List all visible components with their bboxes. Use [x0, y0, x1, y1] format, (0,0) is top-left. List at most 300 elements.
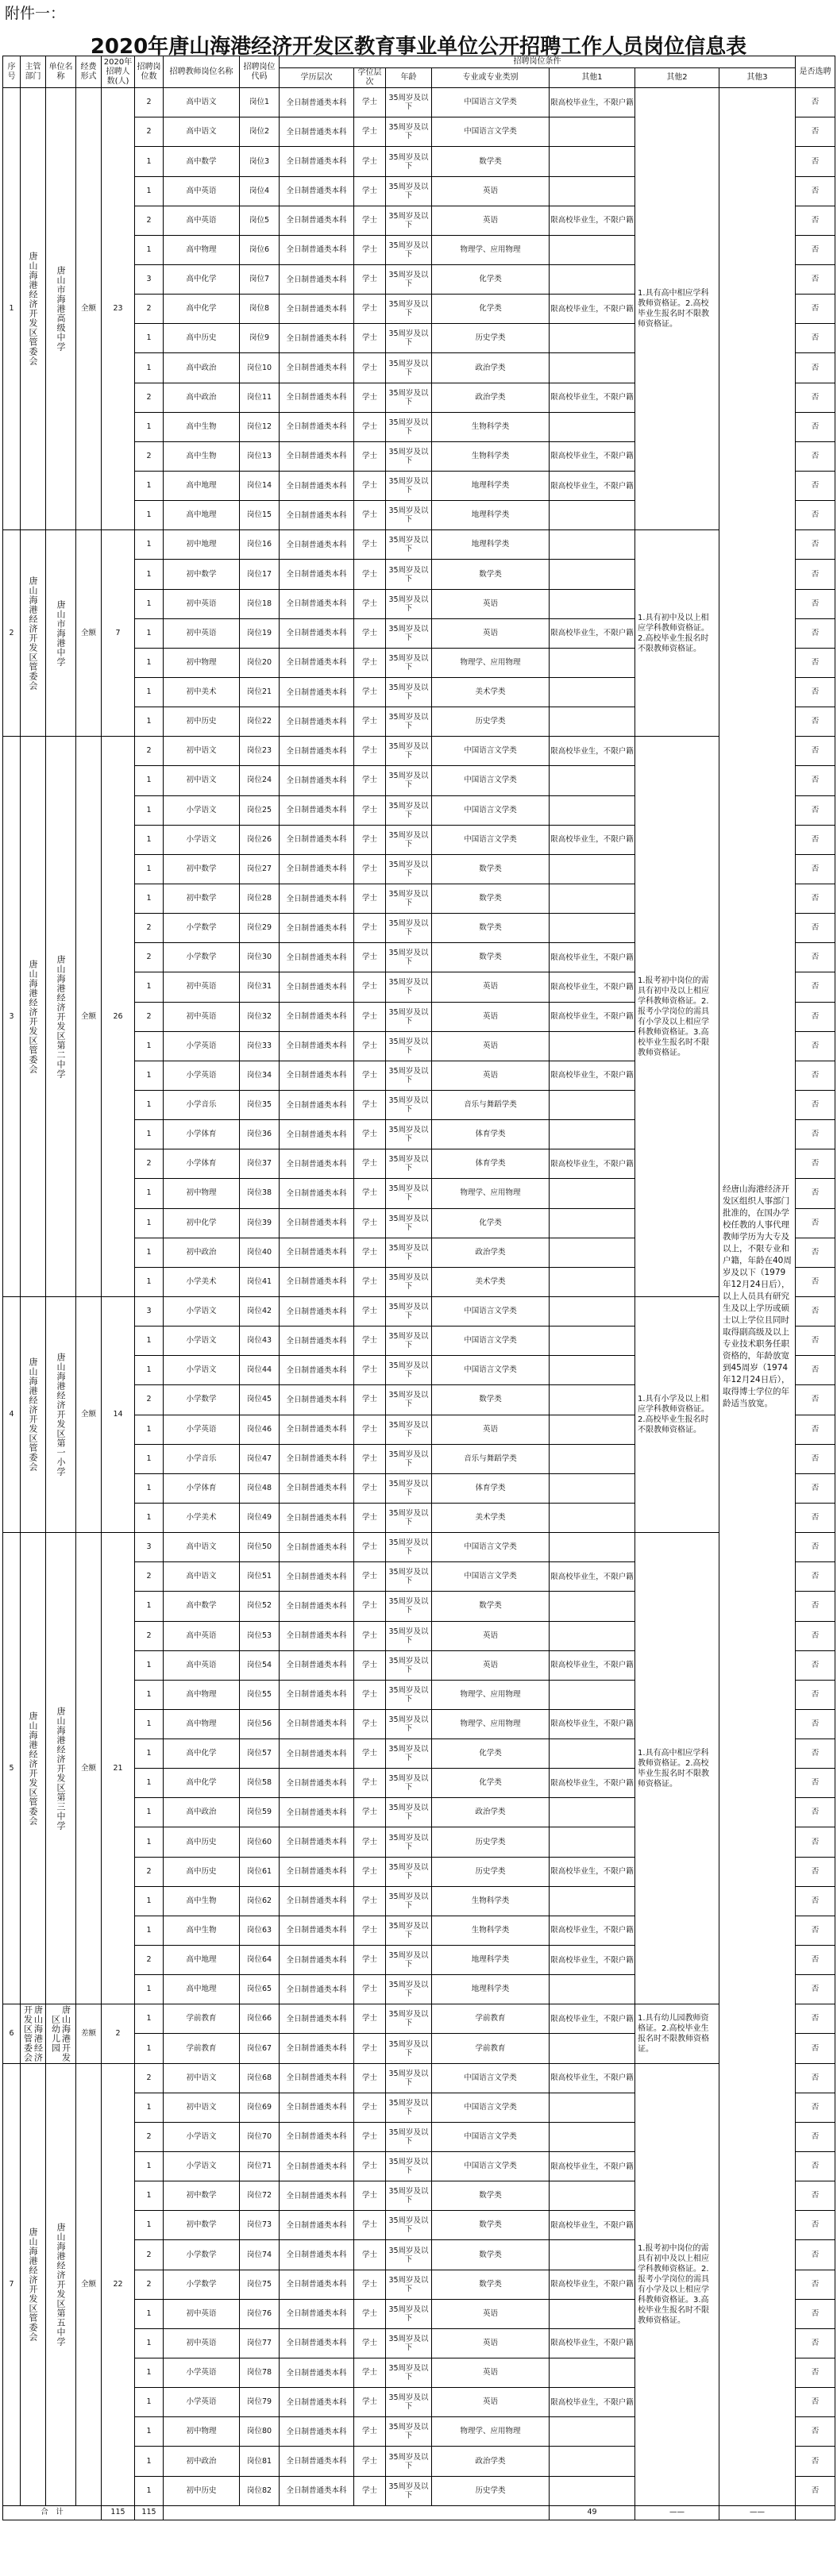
position-name: 初中数学 — [164, 560, 240, 589]
position-code: 岗位25 — [240, 795, 280, 825]
position-age: 35周岁及以下 — [386, 235, 432, 264]
position-exam: 否 — [796, 707, 835, 737]
position-major: 数学类 — [432, 147, 550, 176]
table-row — [3, 2004, 835, 2034]
position-count: 1 — [135, 501, 164, 530]
position-major: 学前教育 — [432, 2004, 550, 2034]
position-edu: 全日制普通类本科 — [280, 1886, 354, 1916]
position-major: 中国语言文学类 — [432, 117, 550, 147]
header-other1: 其他1 — [550, 68, 635, 88]
position-degree: 学士 — [354, 1680, 386, 1709]
position-exam: 否 — [796, 2034, 835, 2063]
position-major: 历史学类 — [432, 707, 550, 737]
position-code: 岗位19 — [240, 618, 280, 648]
position-code: 岗位29 — [240, 914, 280, 943]
position-age: 35周岁及以下 — [386, 472, 432, 501]
position-other1: 限高校毕业生，不限户籍 — [550, 206, 635, 235]
position-code: 岗位46 — [240, 1415, 280, 1444]
group-total: 21 — [102, 1533, 135, 2004]
position-name: 初中英语 — [164, 589, 240, 618]
position-name: 初中物理 — [164, 1179, 240, 1208]
position-edu: 全日制普通类本科 — [280, 1680, 354, 1709]
position-age: 35周岁及以下 — [386, 1267, 432, 1296]
position-major: 英语 — [432, 1061, 550, 1090]
position-exam: 否 — [796, 560, 835, 589]
group-unit-text: 唐山海港经济开发区第三中学 — [56, 1706, 66, 1831]
header-degree: 学位层次 — [354, 68, 386, 88]
position-name: 初中数学 — [164, 884, 240, 913]
position-exam: 否 — [796, 530, 835, 560]
position-code: 岗位56 — [240, 1709, 280, 1739]
position-name: 初中英语 — [164, 972, 240, 1002]
position-exam: 否 — [796, 2093, 835, 2122]
position-code: 岗位45 — [240, 1385, 280, 1415]
group-total: 26 — [102, 737, 135, 1297]
position-name: 小学数学 — [164, 914, 240, 943]
position-other1 — [550, 1179, 635, 1208]
header-other2: 其他2 — [635, 68, 719, 88]
position-edu: 全日制普通类本科 — [280, 914, 354, 943]
position-major: 中国语言文学类 — [432, 825, 550, 854]
position-degree: 学士 — [354, 1415, 386, 1444]
position-name: 小学语文 — [164, 1356, 240, 1385]
position-code: 岗位31 — [240, 972, 280, 1002]
positions-table — [2, 56, 835, 2520]
position-exam: 否 — [796, 2328, 835, 2358]
position-major: 数学类 — [432, 560, 550, 589]
position-other1 — [550, 1680, 635, 1709]
position-exam: 否 — [796, 412, 835, 441]
position-exam: 否 — [796, 2270, 835, 2299]
position-count: 1 — [135, 1650, 164, 1680]
position-name: 初中英语 — [164, 2299, 240, 2328]
position-code: 岗位77 — [240, 2328, 280, 2358]
position-count: 1 — [135, 648, 164, 677]
position-count: 1 — [135, 2447, 164, 2476]
position-major: 英语 — [432, 206, 550, 235]
position-code: 岗位30 — [240, 943, 280, 972]
position-major: 英语 — [432, 2388, 550, 2417]
position-code: 岗位79 — [240, 2388, 280, 2417]
group-dept-text: 唐山海港经济开发区管委会 — [28, 2227, 38, 2342]
position-exam: 否 — [796, 1827, 835, 1857]
position-major: 数学类 — [432, 914, 550, 943]
position-code: 岗位42 — [240, 1296, 280, 1326]
position-major: 地理科学类 — [432, 501, 550, 530]
position-degree: 学士 — [354, 2270, 386, 2299]
position-other1: 限高校毕业生，不限户籍 — [550, 1149, 635, 1179]
position-name: 高中数学 — [164, 147, 240, 176]
position-age: 35周岁及以下 — [386, 1090, 432, 1119]
position-edu: 全日制普通类本科 — [280, 1533, 354, 1562]
position-exam: 否 — [796, 2447, 835, 2476]
group-unit — [46, 530, 76, 737]
position-exam: 否 — [796, 1002, 835, 1031]
position-major: 物理学、应用物理 — [432, 648, 550, 677]
group-other2: 1.具有幼儿园教师资格证。2.高校毕业生报名时不限教师资格证。 — [635, 2004, 719, 2063]
position-other1 — [550, 766, 635, 795]
position-count: 2 — [135, 943, 164, 972]
position-code: 岗位57 — [240, 1739, 280, 1769]
header-total: 2020年招聘人数(人) — [102, 56, 135, 88]
position-major: 历史学类 — [432, 324, 550, 353]
position-major: 中国语言文学类 — [432, 1327, 550, 1356]
position-count: 1 — [135, 825, 164, 854]
position-code: 岗位50 — [240, 1533, 280, 1562]
position-other1: 限高校毕业生，不限户籍 — [550, 2063, 635, 2093]
group-dept — [21, 530, 46, 737]
position-edu: 全日制普通类本科 — [280, 1562, 354, 1592]
position-count: 1 — [135, 2476, 164, 2505]
position-degree: 学士 — [354, 1356, 386, 1385]
position-exam: 否 — [796, 1415, 835, 1444]
position-edu: 全日制普通类本科 — [280, 2358, 354, 2388]
position-other1: 限高校毕业生，不限户籍 — [550, 943, 635, 972]
group-other2: 1.具有高中相应学科教师资格证。2.高校毕业生报名时不限教师资格证。 — [635, 1533, 719, 2004]
position-exam: 否 — [796, 1739, 835, 1769]
position-count: 2 — [135, 117, 164, 147]
position-edu: 全日制普通类本科 — [280, 1857, 354, 1886]
position-exam: 否 — [796, 353, 835, 383]
position-age: 35周岁及以下 — [386, 1031, 432, 1061]
position-other1 — [550, 2417, 635, 2447]
position-major: 化学类 — [432, 1769, 550, 1798]
position-edu: 全日制普通类本科 — [280, 117, 354, 147]
position-name: 高中化学 — [164, 1739, 240, 1769]
position-name: 小学音乐 — [164, 1444, 240, 1473]
position-age: 35周岁及以下 — [386, 972, 432, 1002]
table-row — [3, 88, 835, 117]
total-row — [3, 2505, 835, 2520]
position-edu: 全日制普通类本科 — [280, 1385, 354, 1415]
group-other2: 1.具有初中及以上相应学科教师资格证。2.高校毕业生报名时不限教师资格证。 — [635, 530, 719, 737]
position-count: 1 — [135, 1975, 164, 2004]
position-age: 35周岁及以下 — [386, 147, 432, 176]
position-major: 地理科学类 — [432, 530, 550, 560]
position-other1 — [550, 1296, 635, 1326]
position-name: 小学美术 — [164, 1503, 240, 1532]
position-age: 35周岁及以下 — [386, 1562, 432, 1592]
position-degree: 学士 — [354, 825, 386, 854]
position-age: 35周岁及以下 — [386, 1473, 432, 1503]
position-edu: 全日制普通类本科 — [280, 1267, 354, 1296]
position-count: 1 — [135, 2358, 164, 2388]
position-degree: 学士 — [354, 1946, 386, 1975]
position-age: 35周岁及以下 — [386, 176, 432, 206]
position-name: 高中历史 — [164, 1857, 240, 1886]
position-count: 1 — [135, 235, 164, 264]
position-degree: 学士 — [354, 1208, 386, 1238]
position-other1 — [550, 2447, 635, 2476]
position-name: 高中数学 — [164, 1592, 240, 1621]
position-count: 1 — [135, 1208, 164, 1238]
position-name: 小学英语 — [164, 1031, 240, 1061]
position-age: 35周岁及以下 — [386, 2299, 432, 2328]
position-edu: 全日制普通类本科 — [280, 501, 354, 530]
position-age: 35周岁及以下 — [386, 2093, 432, 2122]
position-code: 岗位65 — [240, 1975, 280, 2004]
position-edu: 全日制普通类本科 — [280, 1208, 354, 1238]
header-count: 招聘岗位数 — [135, 56, 164, 88]
position-major: 美术学类 — [432, 678, 550, 707]
position-code: 岗位64 — [240, 1946, 280, 1975]
position-degree: 学士 — [354, 88, 386, 117]
position-count: 2 — [135, 2063, 164, 2093]
position-count: 1 — [135, 2034, 164, 2063]
position-code: 岗位41 — [240, 1267, 280, 1296]
position-major: 化学类 — [432, 265, 550, 295]
position-age: 35周岁及以下 — [386, 854, 432, 884]
position-exam: 否 — [796, 295, 835, 324]
position-edu: 全日制普通类本科 — [280, 1798, 354, 1827]
position-exam: 否 — [796, 648, 835, 677]
position-name: 初中语文 — [164, 766, 240, 795]
position-count: 1 — [135, 1592, 164, 1621]
position-degree: 学士 — [354, 854, 386, 884]
position-edu: 全日制普通类本科 — [280, 1179, 354, 1208]
position-code: 岗位37 — [240, 1149, 280, 1179]
position-age: 35周岁及以下 — [386, 1238, 432, 1267]
position-age: 35周岁及以下 — [386, 618, 432, 648]
position-major: 中国语言文学类 — [432, 88, 550, 117]
position-count: 1 — [135, 1120, 164, 1149]
position-code: 岗位82 — [240, 2476, 280, 2505]
position-major: 体育学类 — [432, 1149, 550, 1179]
position-other1 — [550, 2034, 635, 2063]
position-major: 政治学类 — [432, 383, 550, 412]
position-exam: 否 — [796, 884, 835, 913]
position-exam: 否 — [796, 472, 835, 501]
position-name: 高中物理 — [164, 235, 240, 264]
position-count: 2 — [135, 914, 164, 943]
position-edu: 全日制普通类本科 — [280, 1120, 354, 1149]
position-other1 — [550, 235, 635, 264]
position-edu: 全日制普通类本科 — [280, 1444, 354, 1473]
position-degree: 学士 — [354, 530, 386, 560]
position-count: 1 — [135, 2181, 164, 2211]
position-age: 35周岁及以下 — [386, 2122, 432, 2151]
position-degree: 学士 — [354, 2004, 386, 2034]
position-other1: 限高校毕业生，不限户籍 — [550, 1946, 635, 1975]
position-other1 — [550, 1356, 635, 1385]
position-count: 1 — [135, 1709, 164, 1739]
position-degree: 学士 — [354, 1179, 386, 1208]
position-degree: 学士 — [354, 1267, 386, 1296]
position-age: 35周岁及以下 — [386, 501, 432, 530]
position-name: 高中英语 — [164, 1650, 240, 1680]
position-age: 35周岁及以下 — [386, 1503, 432, 1532]
position-count: 2 — [135, 383, 164, 412]
position-edu: 全日制普通类本科 — [280, 206, 354, 235]
position-other1: 限高校毕业生，不限户籍 — [550, 2211, 635, 2240]
position-age: 35周岁及以下 — [386, 441, 432, 471]
position-name: 初中历史 — [164, 2476, 240, 2505]
position-degree: 学士 — [354, 501, 386, 530]
position-other1 — [550, 560, 635, 589]
position-name: 学前教育 — [164, 2004, 240, 2034]
position-edu: 全日制普通类本科 — [280, 441, 354, 471]
position-name: 高中语文 — [164, 117, 240, 147]
position-degree: 学士 — [354, 1886, 386, 1916]
position-code: 岗位73 — [240, 2211, 280, 2240]
position-exam: 否 — [796, 1621, 835, 1650]
position-code: 岗位76 — [240, 2299, 280, 2328]
position-major: 物理学、应用物理 — [432, 1709, 550, 1739]
position-age: 35周岁及以下 — [386, 2388, 432, 2417]
position-name: 初中语文 — [164, 2063, 240, 2093]
group-seq: 6 — [3, 2004, 21, 2063]
position-degree: 学士 — [354, 1857, 386, 1886]
position-code: 岗位16 — [240, 530, 280, 560]
position-edu: 全日制普通类本科 — [280, 1473, 354, 1503]
position-major: 地理科学类 — [432, 1975, 550, 2004]
position-edu: 全日制普通类本科 — [280, 412, 354, 441]
position-other1 — [550, 1827, 635, 1857]
position-code: 岗位78 — [240, 2358, 280, 2388]
position-other1: 限高校毕业生，不限户籍 — [550, 1709, 635, 1739]
header-dept: 主管部门 — [21, 56, 46, 88]
position-degree: 学士 — [354, 1533, 386, 1562]
position-other1: 限高校毕业生，不限户籍 — [550, 472, 635, 501]
position-exam: 否 — [796, 1562, 835, 1592]
position-name: 高中物理 — [164, 1709, 240, 1739]
position-age: 35周岁及以下 — [386, 678, 432, 707]
position-degree: 学士 — [354, 2240, 386, 2270]
position-other1 — [550, 1473, 635, 1503]
position-code: 岗位20 — [240, 648, 280, 677]
position-code: 岗位81 — [240, 2447, 280, 2476]
position-age: 35周岁及以下 — [386, 1061, 432, 1090]
position-other1: 限高校毕业生，不限户籍 — [550, 618, 635, 648]
position-count: 1 — [135, 1798, 164, 1827]
position-name: 高中政治 — [164, 353, 240, 383]
position-major: 化学类 — [432, 1739, 550, 1769]
position-major: 美术学类 — [432, 1267, 550, 1296]
position-count: 3 — [135, 265, 164, 295]
position-count: 1 — [135, 1267, 164, 1296]
position-exam: 否 — [796, 2122, 835, 2151]
position-exam: 否 — [796, 1769, 835, 1798]
header-conditions: 招聘岗位条件 — [280, 56, 796, 68]
position-exam: 否 — [796, 1946, 835, 1975]
position-code: 岗位55 — [240, 1680, 280, 1709]
position-exam: 否 — [796, 972, 835, 1002]
total-count: 115 — [135, 2505, 164, 2520]
position-code: 岗位75 — [240, 2270, 280, 2299]
position-other1 — [550, 589, 635, 618]
position-degree: 学士 — [354, 2388, 386, 2417]
position-code: 岗位3 — [240, 147, 280, 176]
header-code: 招聘岗位代码 — [240, 56, 280, 88]
position-major: 物理学、应用物理 — [432, 1680, 550, 1709]
position-count: 1 — [135, 1680, 164, 1709]
position-edu: 全日制普通类本科 — [280, 1946, 354, 1975]
position-name: 初中物理 — [164, 2417, 240, 2447]
position-exam: 否 — [796, 1650, 835, 1680]
position-name: 高中语文 — [164, 1562, 240, 1592]
position-major: 历史学类 — [432, 2476, 550, 2505]
position-degree: 学士 — [354, 1709, 386, 1739]
position-major: 政治学类 — [432, 2447, 550, 2476]
table-row — [3, 1296, 835, 1326]
position-other1: 限高校毕业生，不限户籍 — [550, 1769, 635, 1798]
position-edu: 全日制普通类本科 — [280, 737, 354, 766]
group-funding: 全额 — [76, 530, 102, 737]
group-funding: 全额 — [76, 1533, 102, 2004]
position-age: 35周岁及以下 — [386, 1621, 432, 1650]
position-count: 1 — [135, 1739, 164, 1769]
position-count: 2 — [135, 2122, 164, 2151]
position-other1: 限高校毕业生，不限户籍 — [550, 737, 635, 766]
position-degree: 学士 — [354, 795, 386, 825]
position-age: 35周岁及以下 — [386, 1149, 432, 1179]
position-edu: 全日制普通类本科 — [280, 1238, 354, 1267]
group-dept-text: 唐山海港经济开发区管委会 — [28, 576, 38, 691]
position-count: 1 — [135, 1031, 164, 1061]
position-count: 1 — [135, 2093, 164, 2122]
position-count: 1 — [135, 1415, 164, 1444]
position-age: 35周岁及以下 — [386, 2328, 432, 2358]
position-count: 1 — [135, 1886, 164, 1916]
group-unit — [46, 88, 76, 530]
position-age: 35周岁及以下 — [386, 825, 432, 854]
position-count: 1 — [135, 1473, 164, 1503]
position-other1 — [550, 1533, 635, 1562]
position-major: 生物科学类 — [432, 412, 550, 441]
position-name: 高中化学 — [164, 265, 240, 295]
position-name: 高中英语 — [164, 1621, 240, 1650]
position-name: 小学数学 — [164, 2240, 240, 2270]
position-degree: 学士 — [354, 2358, 386, 2388]
position-count: 1 — [135, 766, 164, 795]
position-other1 — [550, 914, 635, 943]
position-name: 初中数学 — [164, 854, 240, 884]
position-name: 小学英语 — [164, 1415, 240, 1444]
position-code: 岗位80 — [240, 2417, 280, 2447]
position-age: 35周岁及以下 — [386, 1709, 432, 1739]
position-age: 35周岁及以下 — [386, 1415, 432, 1444]
position-name: 小学体育 — [164, 1120, 240, 1149]
position-edu: 全日制普通类本科 — [280, 2181, 354, 2211]
position-edu: 全日制普通类本科 — [280, 1621, 354, 1650]
position-degree: 学士 — [354, 2211, 386, 2240]
position-degree: 学士 — [354, 1327, 386, 1356]
position-name: 高中语文 — [164, 1533, 240, 1562]
position-code: 岗位27 — [240, 854, 280, 884]
position-count: 1 — [135, 147, 164, 176]
position-code: 岗位62 — [240, 1886, 280, 1916]
position-other1 — [550, 1798, 635, 1827]
position-major: 地理科学类 — [432, 1946, 550, 1975]
position-major: 音乐与舞蹈学类 — [432, 1444, 550, 1473]
position-age: 35周岁及以下 — [386, 1798, 432, 1827]
position-code: 岗位14 — [240, 472, 280, 501]
position-edu: 全日制普通类本科 — [280, 2122, 354, 2151]
position-count: 1 — [135, 2388, 164, 2417]
group-funding: 全额 — [76, 737, 102, 1297]
position-name: 高中英语 — [164, 206, 240, 235]
position-major: 英语 — [432, 972, 550, 1002]
position-count: 2 — [135, 2270, 164, 2299]
position-code: 岗位33 — [240, 1031, 280, 1061]
position-degree: 学士 — [354, 265, 386, 295]
position-other1 — [550, 1444, 635, 1473]
position-name: 高中地理 — [164, 1946, 240, 1975]
position-major: 英语 — [432, 1002, 550, 1031]
position-exam: 否 — [796, 2299, 835, 2328]
group-seq: 2 — [3, 530, 21, 737]
header-age: 年龄 — [386, 68, 432, 88]
